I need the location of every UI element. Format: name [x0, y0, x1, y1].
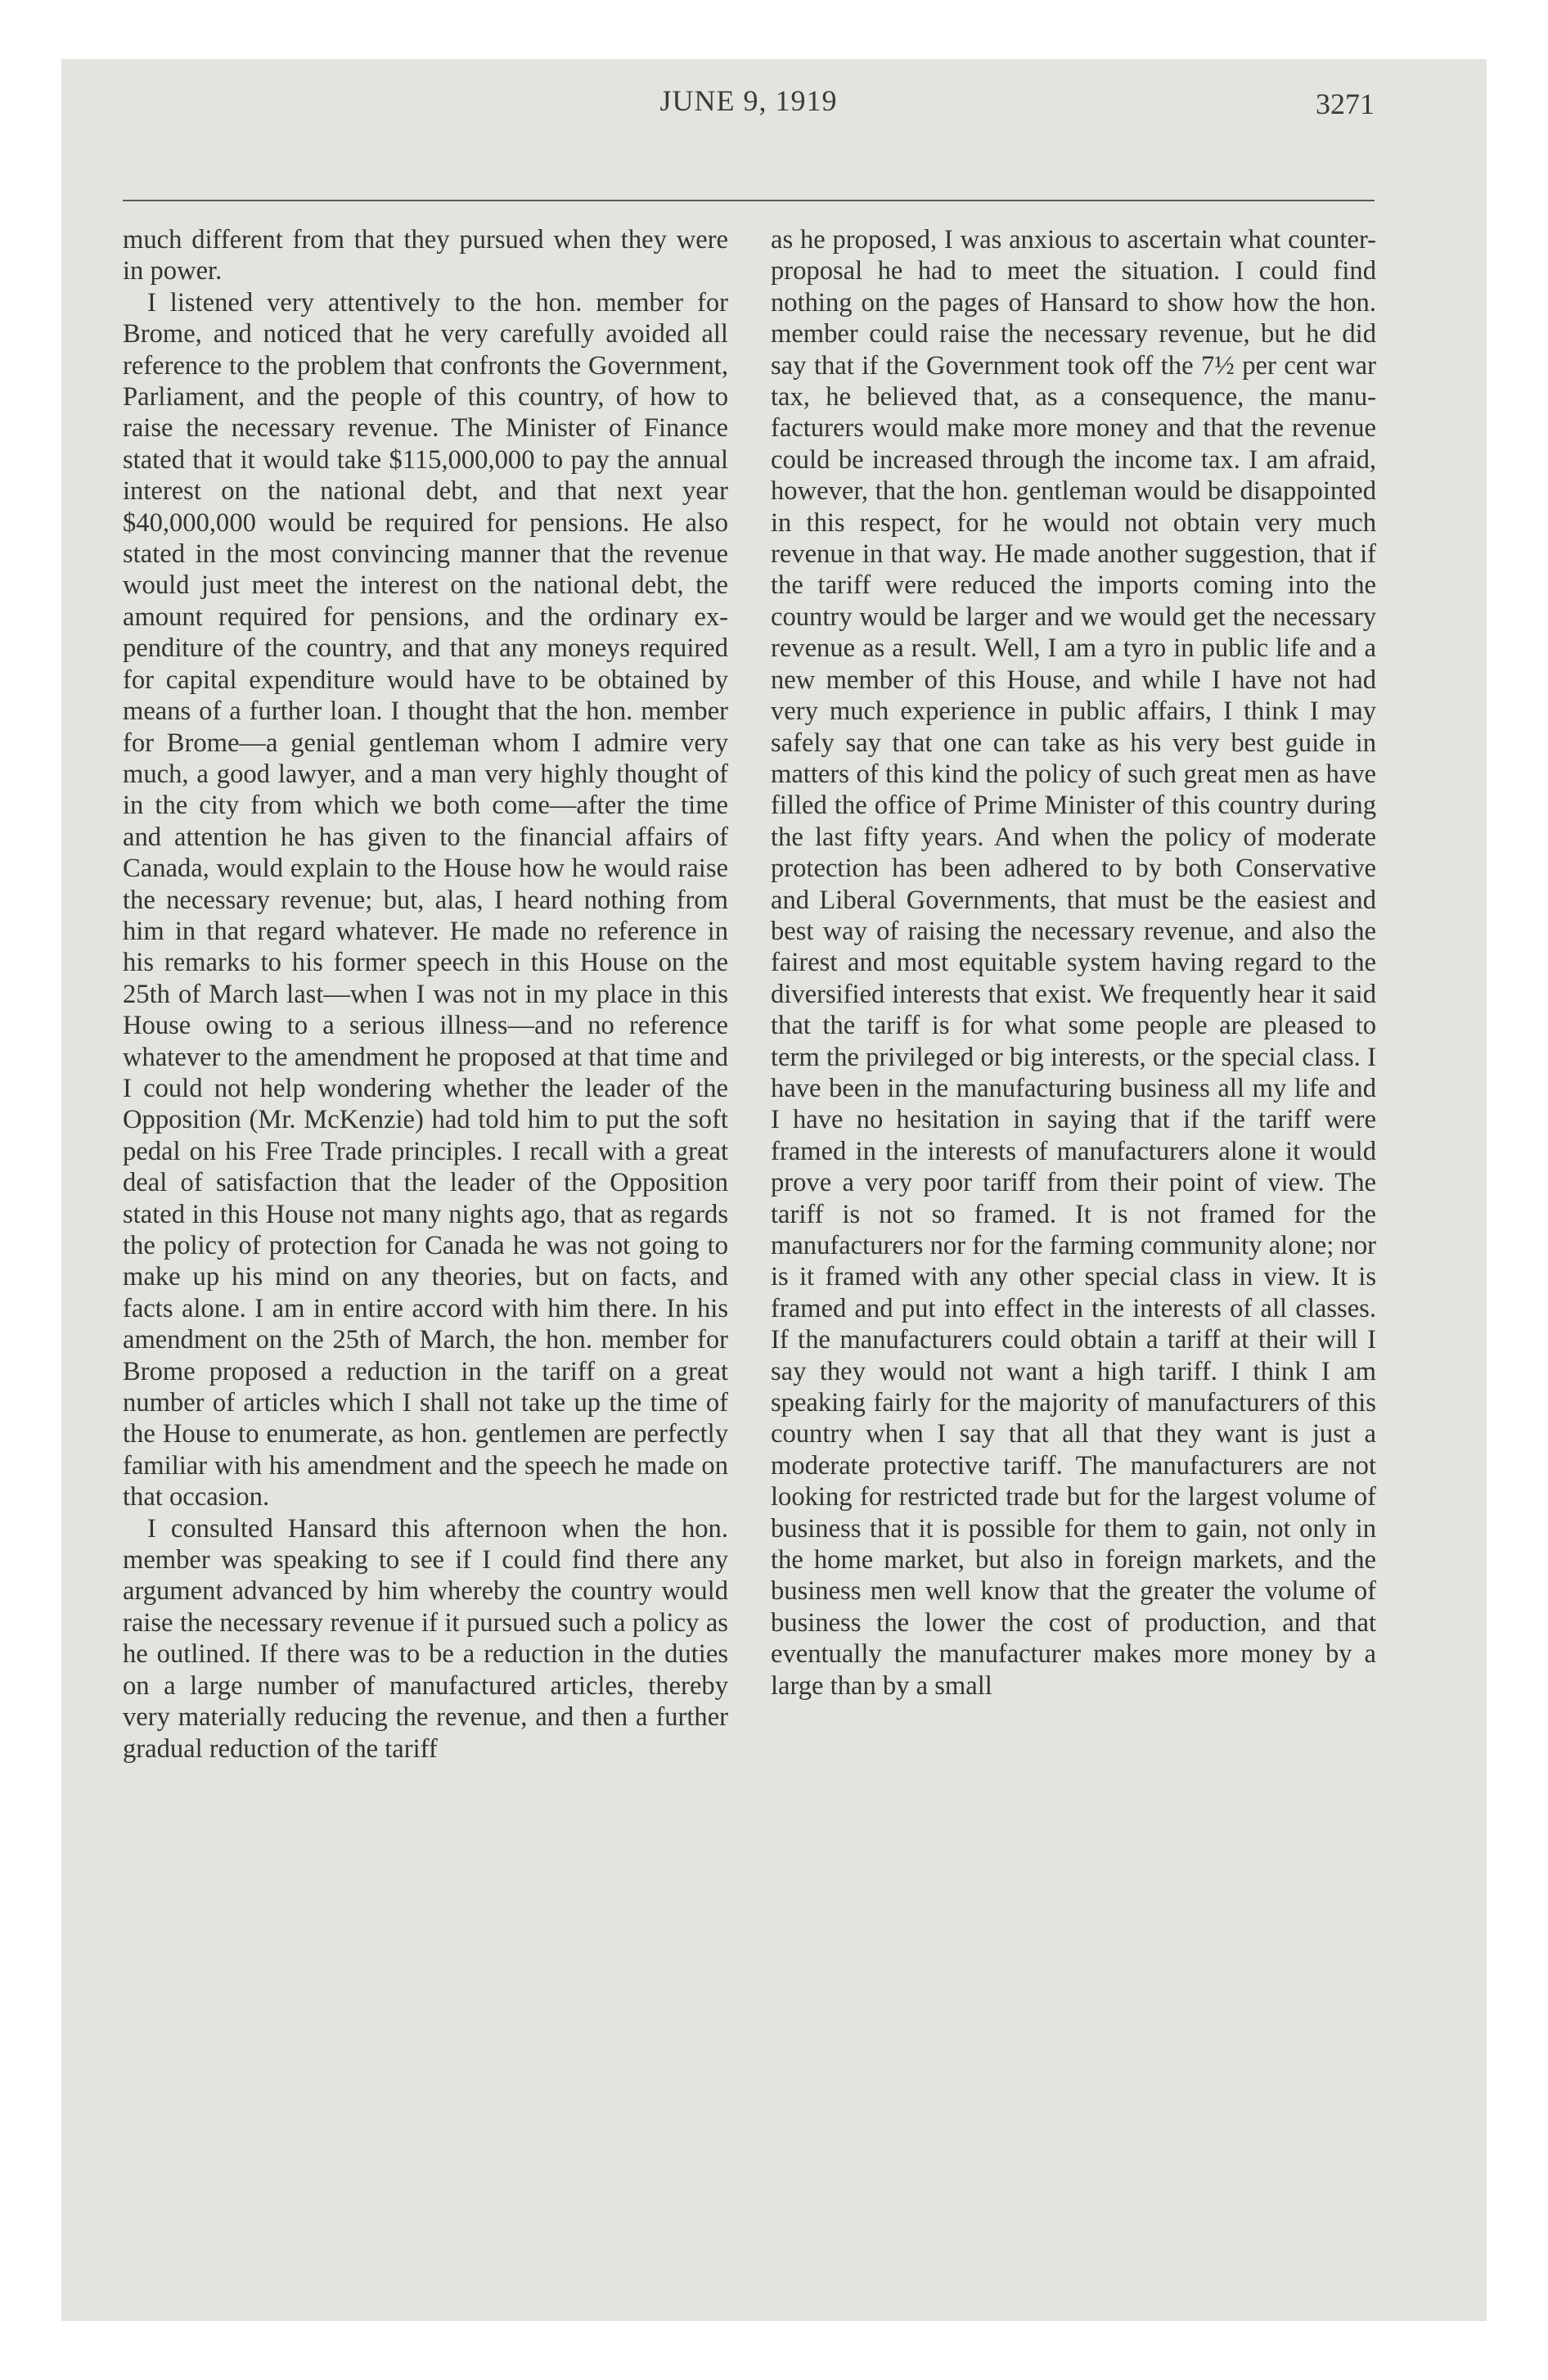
- left-paragraph-1: much different from that they pursued when they were in power.: [123, 225, 728, 286]
- right-paragraph-1: as he proposed, I was anxious to ascertain what counter-proposal he had to meet the situation. I could find nothing on the pages of Hansard to show how the hon. member could raise the necessary revenue, but he did say that if the Government took off the 7½ per cent war tax, he believed that, as a consequence, the manufacturers would make more money and that the revenue could be increased through the income tax. I am afraid, however, that the hon. gentleman would be disappointed in this respect, for he would not obtain very much revenue in that way. He made another suggestion, that if the tariff were reduced the imports coming into the country would be larger and we would get the necessary revenue as a result. Well, I am a tyro in public life and a new member of this House, and while I have not had very much experience in public affairs, I think I may safely say that one can take as his very best guide in matters of this kind the policy of such great men as have filled the office of Prime Minister of this country during the last fifty years. And when the policy of moderate protection has been adhered to by both Conservative and Liberal Governments, that must be the easiest and best way of raising the necessary revenue, and also the fairest and most equitable system having regard to the diversified interests that exist. We frequently hear it said that the tariff is for what some people are pleased to term the privileged or big interests, or the special class. I have been in the manufacturing business all my life and I have no hesitation in saying that if the tariff were framed in the interests of manufacturers alone it would prove a very poor tariff from their point of view. The tariff is not so framed. It is not framed for the manufacturers nor for the farming community alone; nor is it framed with any other special class in view. It is framed and put into effect in the interests of all classes. If the manufacturers could obtain a tariff at their will I say they would not want a high tariff. I think I am speaking fairly for the majority of manufacturers of this country when I say that all that they want is just a moderate protective tariff. The manufacturers are not looking for restricted trade but for the largest volume of business that it is possible for them to gain, not only in the home market, but also in foreign markets, and the business men well know that the greater the volume of business the lower the cost of production, and that eventually the manufacturer makes more money by a large than by a small: [771, 225, 1376, 1701]
- left-column: [123, 224, 728, 2254]
- page-date: JUNE 9, 1919: [659, 84, 838, 117]
- header-rule: [123, 200, 1375, 201]
- right-column: [771, 224, 1376, 2254]
- page-header: [123, 83, 1375, 133]
- left-paragraph-3: I consulted Hansard this afternoon when the hon. member was speaking to see if I could find there any argument advanced by him whereby the country would raise the necessary revenue if it pursued such a policy as he outlined. If there was to be a reduction in the duties on a large number of manufactured articles, thereby very materially reducing the revenue, and then a further gradual reduction of the tariff: [123, 1513, 728, 1764]
- page-number: 3271: [1316, 88, 1375, 120]
- left-paragraph-2: I listened very attentively to the hon. member for Brome, and noticed that he very carefully avoided all reference to the problem that confronts the Government, Parliament, and the people of this country, of how to raise the necessary revenue. The Minister of Finance stated that it would take $115,000,000 to pay the annual interest on the national debt, and that next year $40,000,000 would be required for pensions. He also stated in the most convincing manner that the revenue would just meet the interest on the national debt, the amount required for pensions, and the ordinary expenditure of the country, and that any moneys required for capital expenditure would have to be obtained by means of a further loan. I thought that the hon. member for Brome—a genial gentleman whom I admire very much, a good lawyer, and a man very highly thought of in the city from which we both come—after the time and attention he has given to the financial affairs of Canada, would explain to the House how he would raise the necessary revenue; but, alas, I heard nothing from him in that regard whatever. He made no reference in his remarks to his former speech in this House on the 25th of March last—when I was not in my place in this House owing to a serious illness—and no reference whatever to the amendment he proposed at that time and I could not help wondering whether the leader of the Opposition (Mr. McKenzie) had told him to put the soft pedal on his Free Trade principles. I recall with a great deal of satisfaction that the leader of the Opposition stated in this House not many nights ago, that as regards the policy of protection for Canada he was not going to make up his mind on any theories, but on facts, and facts alone. I am in entire accord with him there. In his amendment on the 25th of March, the hon. member for Brome proposed a reduction in the tariff on a great number of articles which I shall not take up the time of the House to enumerate, as hon. gentlemen are perfectly familiar with his amendment and the speech he made on that occasion.: [123, 287, 728, 1512]
